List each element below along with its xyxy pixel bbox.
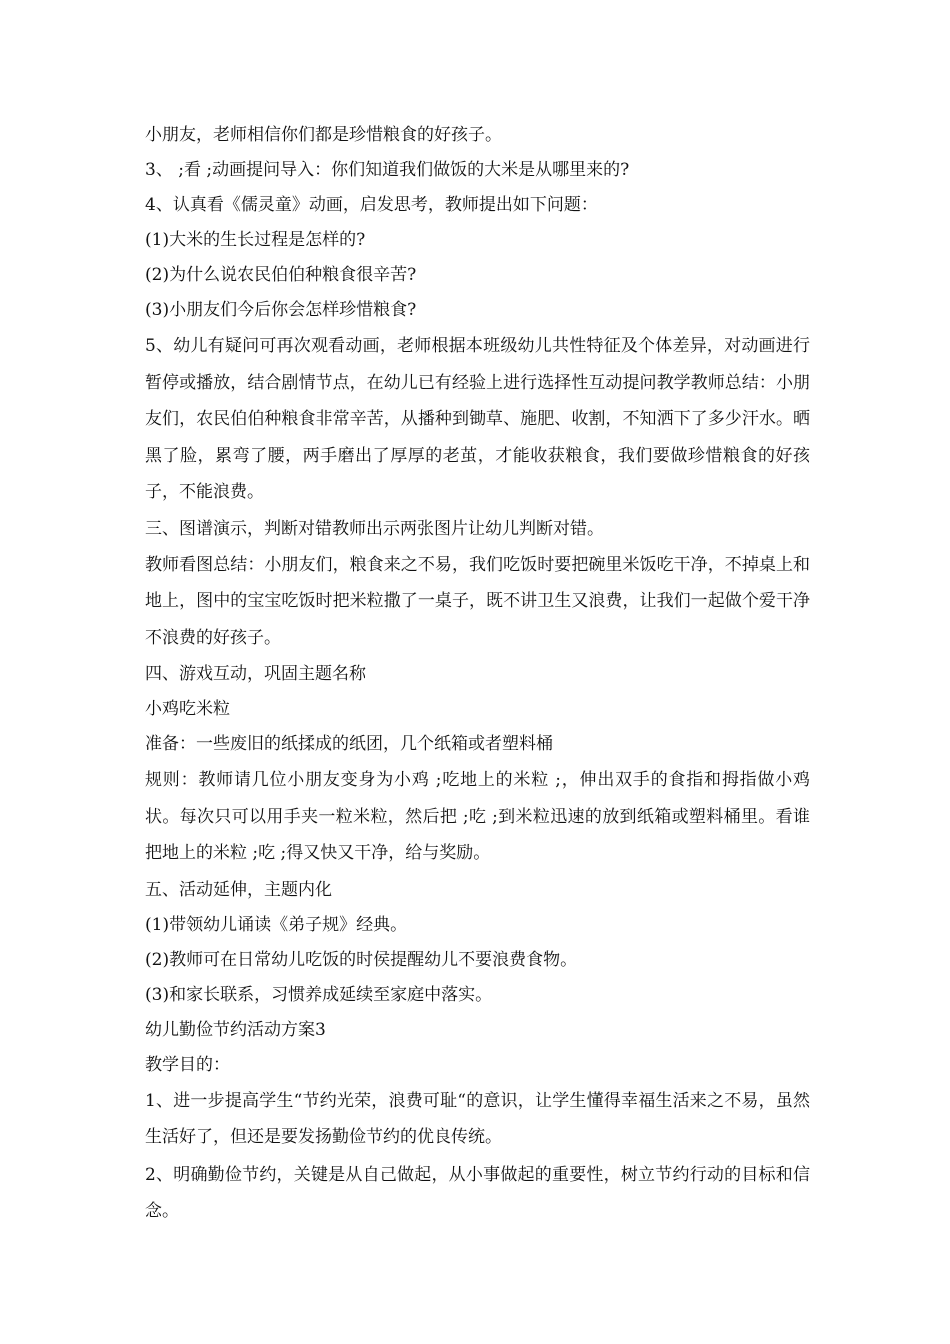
paragraph-16: (2)教师可在日常幼儿吃饭的时侯提醒幼儿不要浪费食物。 — [145, 949, 578, 970]
paragraph-3: 4、认真看《儒灵童》动画，启发思考，教师提出如下问题： — [145, 195, 598, 215]
document-page — [145, 118, 810, 1231]
paragraph-19: 教学目的： — [145, 1054, 230, 1075]
paragraph-4: (1)大米的生长过程是怎样的? — [145, 230, 366, 250]
paragraph-17: (3)和家长联系，习惯养成延续至家庭中落实。 — [145, 984, 493, 1005]
paragraph-15: (1)带领幼儿诵读《弟子规》经典。 — [145, 914, 408, 935]
paragraph-11: 小鸡吃米粒 — [145, 699, 230, 719]
paragraph-1: 小朋友，老师相信你们都是珍惜粮食的好孩子。 — [145, 125, 502, 145]
paragraph-20: 1、进一步提高学生“节约光荣，浪费可耻“的意识，让学生懂得幸福生活来之不易，虽然生活好了，但还是要发扬勤俭节约的优良传统。 — [145, 1090, 810, 1147]
paragraph-18: 幼儿勤俭节约活动方案3 — [145, 1019, 326, 1040]
paragraph-2: 3、 ;看 ;动画提问导入：你们知道我们做饭的大米是从哪里来的? — [145, 160, 630, 180]
paragraph-13: 规则：教师请几位小朋友变身为小鸡 ;吃地上的米粒 ;，伸出双手的食指和拇指做小鸡状。每次只可以用手夹一粒米粒，然后把 ;吃 ;到米粒迅速的放到纸箱或塑料桶里。看谁把地上的米粒 ;吃 ;得又快又干净，给与奖励。 — [145, 770, 810, 863]
paragraph-10: 四、游戏互动，巩固主题名称 — [145, 664, 366, 684]
paragraph-12: 准备：一些废旧的纸揉成的纸团，几个纸箱或者塑料桶 — [145, 734, 553, 754]
paragraph-21: 2、明确勤俭节约，关键是从自己做起，从小事做起的重要性，树立节约行动的目标和信念。 — [145, 1164, 810, 1221]
paragraph-9: 教师看图总结：小朋友们，粮食来之不易，我们吃饭时要把碗里米饭吃干净，不掉桌上和地上，图中的宝宝吃饭时把米粒撒了一桌子，既不讲卫生又浪费，让我们一起做个爱干净不浪费的好孩子。 — [145, 554, 810, 648]
paragraph-14: 五、活动延伸，主题内化 — [145, 879, 332, 900]
paragraph-5: (2)为什么说农民伯伯种粮食很辛苦? — [145, 265, 417, 285]
paragraph-8: 三、图谱演示，判断对错教师出示两张图片让幼儿判断对错。 — [145, 518, 604, 539]
paragraph-6: (3)小朋友们今后你会怎样珍惜粮食? — [145, 300, 417, 320]
paragraph-7: 5、幼儿有疑问可再次观看动画，老师根据本班级幼儿共性特征及个体差异，对动画进行暂停或播放，结合剧情节点，在幼儿已有经验上进行选择性互动提问教学教师总结：小朋友们，农民伯伯种粮食非常辛苦，从播种到锄草、施肥、收割，不知洒下了多少汗水。晒黑了脸，累弯了腰，两手磨出了厚厚的老茧，才能收获粮食，我们要做珍惜粮食的好孩子，不能浪费。 — [145, 336, 810, 502]
